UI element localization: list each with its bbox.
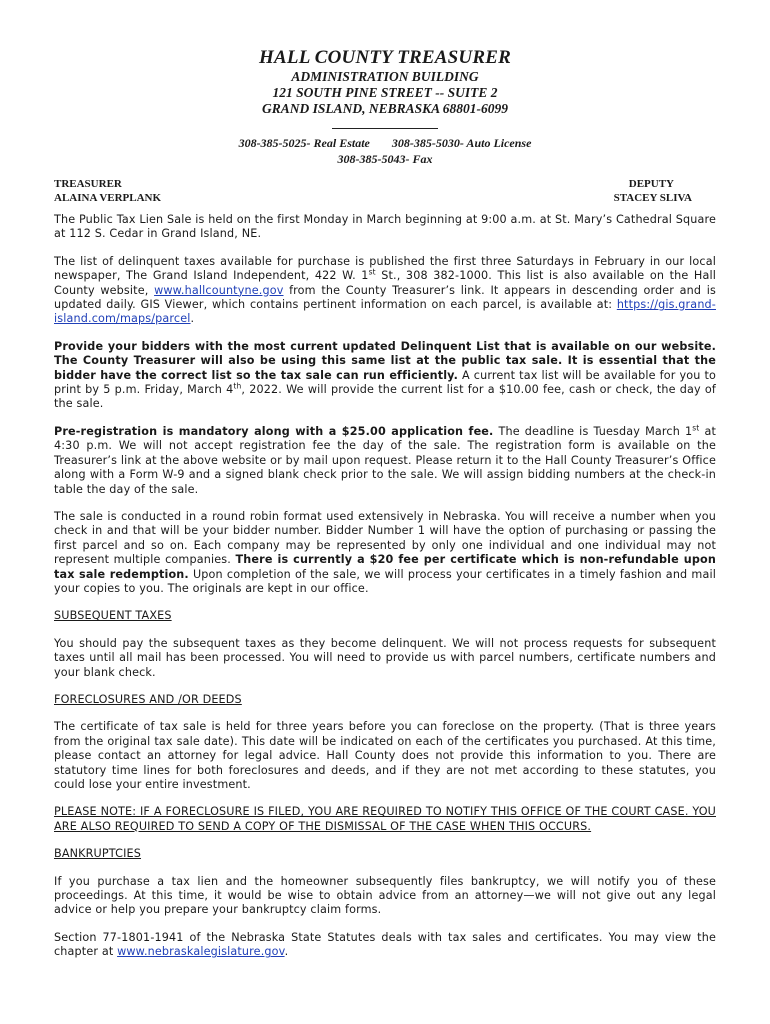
superscript: th bbox=[233, 381, 242, 391]
paragraph-bidder-list bbox=[54, 340, 716, 412]
paragraph-round-robin bbox=[54, 510, 716, 596]
header-rule bbox=[332, 128, 438, 129]
heading-subsequent-taxes: SUBSEQUENT TAXES bbox=[54, 609, 172, 623]
building-name: ADMINISTRATION BUILDING bbox=[291, 69, 479, 84]
bold-text: Provide your bidders with the most current updated Delinquent List that is available on our website. The County Treasurer will also be using this same list at the public tax sale. It is essential that the bidder have the correct list so the tax sale can run efficiently. bbox=[54, 339, 716, 382]
paragraph-statutes bbox=[54, 931, 716, 960]
phone-real-estate: 308-385-5025- Real Estate bbox=[238, 136, 370, 150]
text-segment: Section 77-1801-1941 of the Nebraska State Statutes deals with tax sales and certificates. You may view the chapter at bbox=[54, 930, 716, 959]
hall-county-website-link[interactable]: www.hallcountyne.gov bbox=[154, 283, 284, 297]
city-address: GRAND ISLAND, NEBRASKA 68801-6099 bbox=[261, 101, 509, 116]
text-segment: from the County Treasurer’s link. It appears in descending order and is updated daily. GIS Viewer, which contains pertinent information on each parcel, is available at: bbox=[54, 283, 716, 312]
heading-bankruptcies: BANKRUPTCIES bbox=[54, 847, 142, 861]
superscript: st bbox=[368, 267, 376, 277]
office-title: HALL COUNTY TREASURER bbox=[259, 47, 511, 68]
foreclosure-notice: PLEASE NOTE: IF A FORECLOSURE IS FILED, YOU ARE REQUIRED TO NOTIFY THIS OFFICE OF THE COURT CASE. YOU ARE ALSO REQUIRED TO SEND A COPY OF THE DISMISSAL OF THE CASE WHEN THIS OCCURS. bbox=[54, 805, 716, 833]
legislature-website-link[interactable]: www.nebraskalegislature.gov bbox=[117, 945, 285, 959]
superscript: st bbox=[692, 423, 700, 433]
text-segment: , 2022. We will provide the current list for a $10.00 fee, cash or check, the day of the sale. bbox=[54, 383, 716, 411]
text-segment: A current tax list will be available for you to print by 5 p.m. Friday, March 4 bbox=[54, 368, 716, 397]
text-segment: St., 308 382-1000. This list is also available on the Hall County website, bbox=[54, 269, 716, 297]
paragraph-foreclosures: The certificate of tax sale is held for three years before you can foreclose on the property. (That is three years from the original tax sale date). This date will be indicated on each of the certificates you purchased. At this time, please contact an attorney for legal advice. Hall County does not provide this information to you. There are statutory time lines for both foreclosures and deeds, and if they are not met according to these statutes, you could lose your entire investment. bbox=[54, 720, 716, 791]
paragraph-preregistration bbox=[54, 425, 716, 497]
paragraph-sale-date: The Public Tax Lien Sale is held on the first Monday in March beginning at 9:00 a.m. at St. Mary’s Cathedral Square at 112 S. Cedar in Grand Island, NE. bbox=[54, 213, 716, 241]
street-address: 121 SOUTH PINE STREET -- SUITE 2 bbox=[272, 85, 498, 100]
deputy-name: STACEY SLIVA bbox=[613, 192, 692, 204]
treasurer-name: ALAINA VERPLANK bbox=[54, 192, 162, 204]
deputy-title: DEPUTY bbox=[628, 178, 674, 190]
text-segment: The deadline is Tuesday March 1 bbox=[493, 424, 693, 438]
fax-number: 308-385-5043- Fax bbox=[337, 152, 433, 166]
bold-text: There is currently a $20 fee per certificate which is non-refundable upon tax sale redemption. bbox=[54, 553, 716, 581]
text-segment: at 4:30 p.m. We will not accept registration fee the day of the sale. The registration form is available on the Treasurer’s link at the above website or by mail upon request. Please return it to the Hall County Treasurer’s Office along with a Form W-9 and a signed blank check prior to the sale. We will assign bidding numbers at the check-in table the day of the sale. bbox=[54, 424, 716, 496]
text-segment: Upon completion of the sale, we will process your certificates in a timely fashion and mail your copies to you. The originals are kept in our office. bbox=[54, 567, 717, 595]
paragraph-subsequent-taxes: You should pay the subsequent taxes as they become delinquent. We will not process requests for subsequent taxes until all mail has been processed. You will need to provide us with parcel numbers, certificate numbers and your blank check. bbox=[54, 636, 716, 679]
text-segment: The sale is conducted in a round robin format used extensively in Nebraska. You will receive a number when you check in and that will be your bidder number. Bidder Number 1 will have the option of purchasing or passing the first parcel and so on. Each company may be represented by only one individual and one individual may not represent multiple companies. bbox=[54, 509, 716, 567]
heading-foreclosures: FORECLOSURES AND /OR DEEDS bbox=[54, 692, 242, 706]
gis-viewer-link[interactable]: https://gis.grand-island.com/maps/parcel bbox=[54, 298, 716, 326]
deputy-block bbox=[614, 177, 692, 205]
phone-numbers bbox=[0, 136, 770, 151]
phone-auto-license: 308-385-5030- Auto License bbox=[391, 136, 532, 150]
text-segment: The list of delinquent taxes available for purchase is published the first three Saturdays in February in our local newspaper, The Grand Island Independent, 422 W. 1 bbox=[54, 254, 716, 283]
treasurer-title: TREASURER bbox=[54, 178, 122, 190]
document-body bbox=[54, 213, 716, 973]
paragraph-delinquent-list bbox=[54, 255, 716, 327]
text-segment: . bbox=[284, 945, 289, 959]
paragraph-bankruptcies: If you purchase a tax lien and the homeowner subsequently files bankruptcy, we will notify you of these proceedings. At this time, it would be wise to obtain advice from an attorney—we will not give out any legal advice or help you prepare your bankruptcy claim forms. bbox=[54, 874, 716, 917]
bold-text: Pre-registration is mandatory along with a $25.00 application fee. bbox=[54, 424, 494, 438]
treasurer-block bbox=[54, 177, 161, 205]
text-segment: . bbox=[190, 312, 195, 326]
